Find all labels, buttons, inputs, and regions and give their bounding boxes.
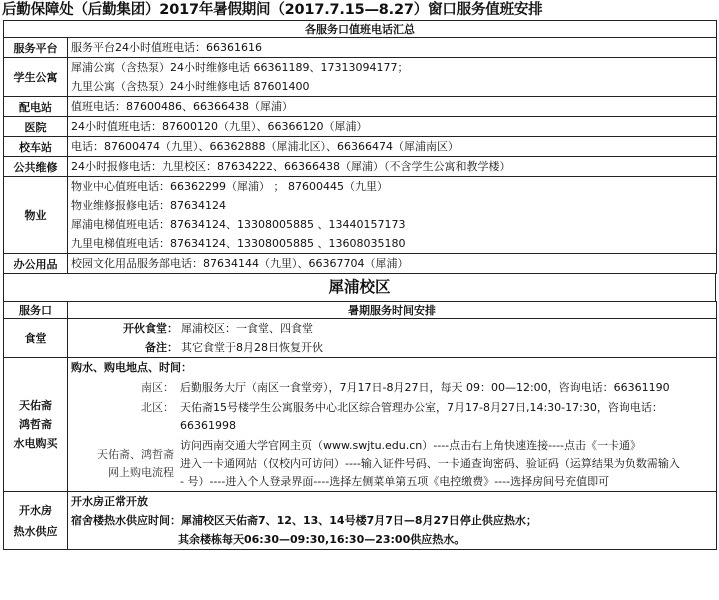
canteen-open-key: 开伙食堂： <box>123 322 178 335</box>
water-line: 宿舍楼热水供应时间：犀浦校区天佑斋7、12、13、14号楼7月7日—8月27日停止供应热水； <box>71 514 537 527</box>
table-row <box>4 38 717 58</box>
row-label-power-station: 配电站 <box>4 97 68 117</box>
schedule-table <box>3 301 717 550</box>
bus-station-phone: 电话：87600474（九里）、66362888（犀浦北区）、66366474（犀浦南区） <box>71 140 459 153</box>
power-station-phone: 值班电话：87600486、66366438（犀浦） <box>71 100 293 113</box>
row-label-hospital: 医院 <box>4 117 68 137</box>
table-row <box>4 319 717 358</box>
row-label-public-repair: 公共维修 <box>4 157 68 177</box>
south-label: 南区： <box>141 381 174 394</box>
water-line: 开水房正常开放 <box>71 495 148 508</box>
row-label-property: 物业 <box>4 177 68 254</box>
row-label-apartment: 学生公寓 <box>4 58 68 97</box>
table-row <box>4 177 717 254</box>
property-line: 物业中心值班电话：66362299（犀浦） ； 87600445（九里） <box>71 180 388 193</box>
canteen-note-value: 其它食堂于8月28日恢复开伙 <box>181 341 323 354</box>
platform-phone: 服务平台24小时值班电话：66361616 <box>71 41 262 54</box>
property-line: 物业维修报修电话：87634124 <box>71 199 226 212</box>
south-text: 后勤服务大厅（南区一食堂旁），7月17日-8月27日，每天 09：00—12:00，咨询电话：66361190 <box>180 381 670 394</box>
row-label-canteen: 食堂 <box>4 319 68 358</box>
page-title: 后勤保障处（后勤集团）2017年暑假期间（2017.7.15—8.27）窗口服务值班安排 <box>2 2 543 18</box>
summary-header: 各服务口值班电话汇总 <box>4 21 717 38</box>
power-label-line: 天佑斋 <box>19 399 52 412</box>
campus-title: 犀浦校区 <box>3 274 716 301</box>
table-row <box>4 58 717 97</box>
online-label-line: 天佑斋、鸿哲斋 <box>97 448 174 461</box>
canteen-open-value: 犀浦校区：一食堂、四食堂 <box>181 322 313 335</box>
summary-table <box>3 20 717 274</box>
row-label-bus-station: 校车站 <box>4 137 68 157</box>
table-row <box>4 157 717 177</box>
canteen-note-key: 备注： <box>145 341 178 354</box>
table-row <box>4 97 717 117</box>
online-step-line: 进入一卡通网站（仅校内可访问）----输入证件号码、一卡通查询密码、验证码（运算结果为负数需输入 <box>180 457 680 470</box>
apartment-line: 犀浦公寓（含热泵）24小时维修电话 66361189、17313094177； <box>71 61 409 74</box>
power-label-line: 鸿哲斋 <box>19 418 52 431</box>
north-line: 66361998 <box>180 419 236 432</box>
online-label-line: 网上购电流程 <box>108 466 174 479</box>
table-row <box>4 302 717 319</box>
power-label-line: 水电购买 <box>13 437 58 450</box>
table-row <box>4 21 717 38</box>
north-line: 天佑斋15号楼学生公寓服务中心北区综合管理办公室，7月17-8月27日,14:30-17:30，咨询电话： <box>180 401 663 414</box>
water-label-line: 开水房 <box>19 503 52 517</box>
apartment-line: 九里公寓（含热泵）24小时维修电话 87601400 <box>71 80 310 93</box>
schedule-col-arrangement: 暑期服务时间安排 <box>68 302 717 319</box>
public-repair-phone: 24小时报修电话：九里校区：87634222、66366438（犀浦）（不含学生公寓和教学楼） <box>71 160 511 173</box>
schedule-col-service: 服务口 <box>4 302 68 319</box>
water-line: 其余楼栋每天06:30—09:30,16:30—23:00供应热水。 <box>178 533 466 546</box>
power-heading: 购水、购电地点、时间： <box>71 361 192 374</box>
table-row <box>4 358 717 492</box>
row-label-platform: 服务平台 <box>4 38 68 58</box>
table-row <box>4 492 717 550</box>
table-row <box>4 254 717 274</box>
hospital-phone: 24小时值班电话：87600120（九里）、66366120（犀浦） <box>71 120 368 133</box>
north-label: 北区： <box>141 401 174 414</box>
canteen-open-row <box>68 319 716 338</box>
row-label-office-supplies: 办公用品 <box>4 254 68 274</box>
office-supplies-phone: 校园文化用品服务部电话：87634144（九里）、66367704（犀浦） <box>71 257 409 270</box>
property-line: 犀浦电梯值班电话：87634124、13308005885 、13440157173 <box>71 218 406 231</box>
canteen-note-row <box>68 338 716 357</box>
online-step-line: - 号）----进入个人登录界面----选择左侧菜单第五项《电控缴费》----选择房间号充值即可 <box>180 475 610 488</box>
table-row <box>4 137 717 157</box>
water-label-line: 热水供应 <box>13 524 58 538</box>
online-step-line: 访问西南交通大学官网主页（www.swjtu.edu.cn）----点击右上角快速连接----点击《一卡通》 <box>180 439 642 452</box>
property-line: 九里电梯值班电话：87634124、13308005885 、13608035180 <box>71 237 406 250</box>
table-row <box>4 117 717 137</box>
